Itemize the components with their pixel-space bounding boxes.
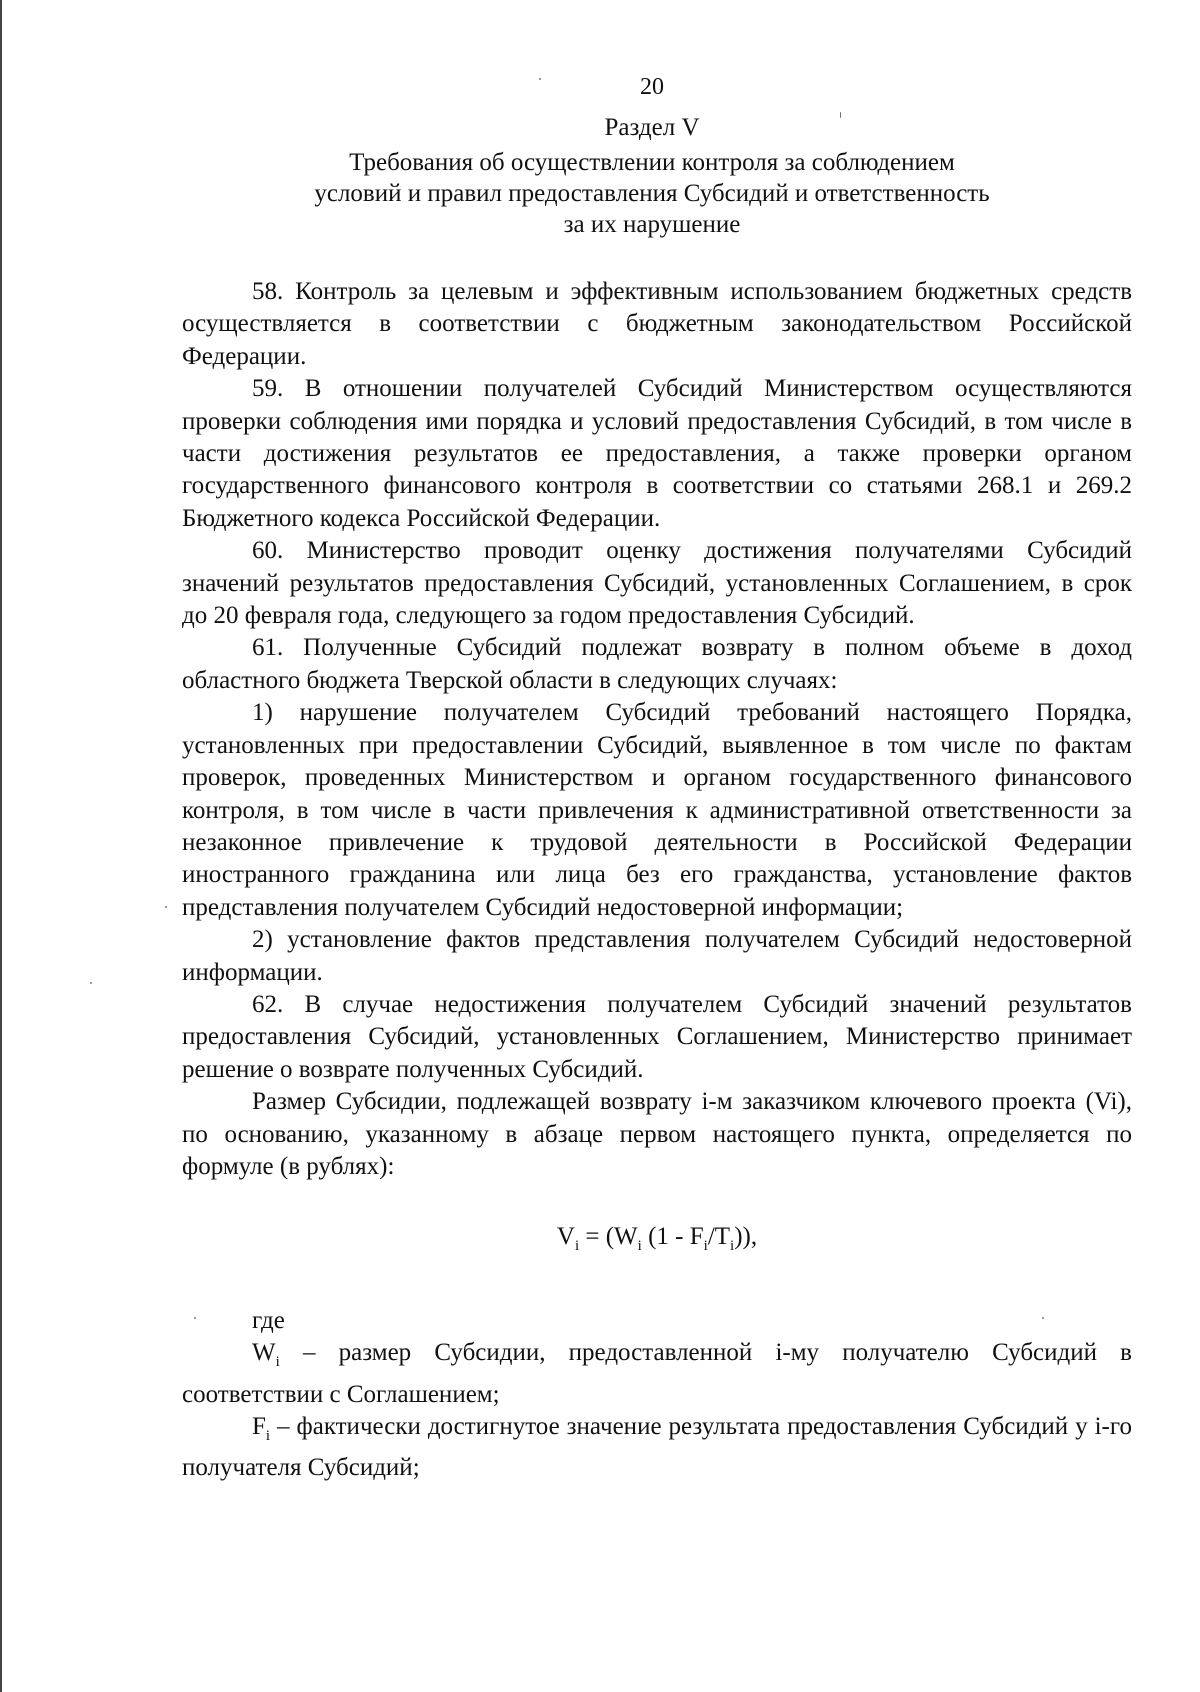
paragraph-59: 59. В отношении получателей Субсидий Министерством осуществляются проверки соблюдения ими порядка и условий предоставления Субсидий, в том числе в части достижения результатов ее предоставления, а также проверки органом государственного финансового контроля в соответствии со статьями 268.1 и 269.2 Бюджетного кодекса Российской Федерации. bbox=[182, 375, 1132, 532]
document-body bbox=[182, 276, 1132, 1485]
formula-v: V bbox=[556, 1223, 575, 1251]
paragraph-58: 58. Контроль за целевым и эффективным использованием бюджетных средств осуществляется в соответствии с бюджетным законодательством Российской Федерации. bbox=[182, 278, 1132, 370]
scan-speck bbox=[194, 1317, 196, 1319]
where-label: где bbox=[252, 1306, 285, 1334]
formula-sub: i bbox=[730, 1238, 735, 1255]
w-subscript: i bbox=[275, 1354, 280, 1371]
paragraph-61-item-1: 1) нарушение получателем Субсидий требований настоящего Порядка, установленных при предоставлении Субсидий, выявленное в том числе по фактам проверок, проведенных Министерством и органом государственного финансового контроля, в том числе в части привлечения к административной ответственности за незаконное привлечение к трудовой деятельности в Российской Федерации иностранного гражданина или лица без его гражданства, установление фактов представления получателем Субсидий недостоверной информации; bbox=[182, 699, 1132, 921]
formula-sub: i bbox=[637, 1238, 642, 1255]
formula bbox=[182, 1221, 1132, 1262]
heading-line: Требования об осуществлении контроля за соблюдением bbox=[349, 149, 955, 176]
f-symbol: F bbox=[252, 1413, 266, 1440]
section-heading bbox=[2, 147, 1200, 240]
section-title: Раздел V bbox=[604, 114, 700, 141]
formula-eq: = (W bbox=[579, 1223, 638, 1251]
paragraph-61: 61. Полученные Субсидий подлежат возврату в полном объеме в доход областного бюджета Тверской области в следующих случаях: bbox=[182, 634, 1132, 694]
formula-sub: i bbox=[574, 1238, 580, 1255]
w-definition: – размер Субсидии, предоставленной i-му получателю Субсидий в соответствии с Соглашением; bbox=[182, 1339, 1132, 1408]
paragraph-62: 62. В случае недостижения получателем Субсидий значений результатов предоставления Субсидий, установленных Соглашением, Министерство принимает решение о возврате полученных Субсидий. bbox=[182, 990, 1132, 1083]
heading-line: условий и правил предоставления Субсидий и ответственность bbox=[314, 180, 990, 207]
f-subscript: i bbox=[265, 1428, 271, 1444]
definition-f bbox=[182, 1411, 1132, 1485]
f-definition: – фактически достигнутое значение результата предоставления Субсидий у i-го получателя Субсидий; bbox=[182, 1413, 1132, 1482]
scan-speck bbox=[840, 112, 841, 118]
definition-w bbox=[182, 1337, 1132, 1411]
paragraph-60: 60. Министерство проводит оценку достижения получателями Субсидий значений результатов предоставления Субсидий, установленных Соглашением, в срок до 20 февраля года, следующего за годом предоставления Субсидий. bbox=[182, 537, 1132, 630]
heading-line: за их нарушение bbox=[563, 211, 741, 238]
scan-speck bbox=[1042, 1317, 1044, 1319]
formula-sub: i bbox=[703, 1238, 708, 1255]
formula-end: )), bbox=[734, 1223, 758, 1251]
page-number: 20 bbox=[640, 74, 664, 100]
scan-speck bbox=[539, 78, 541, 80]
w-symbol: W bbox=[252, 1339, 276, 1367]
scan-speck bbox=[90, 982, 92, 984]
scan-speck bbox=[165, 906, 167, 908]
formula-slash: /T bbox=[707, 1223, 731, 1251]
formula-mid: (1 - F bbox=[641, 1223, 704, 1251]
paragraph-61-item-2: 2) установление фактов представления получателем Субсидий недостоверной информации. bbox=[182, 926, 1132, 986]
paragraph-62-size: Размер Субсидии, подлежащей возврату i-м заказчиком ключевого проекта (Vi), по основанию, указанному в абзаце первом настоящего пункта, определяется по формуле (в рублях): bbox=[182, 1088, 1132, 1180]
